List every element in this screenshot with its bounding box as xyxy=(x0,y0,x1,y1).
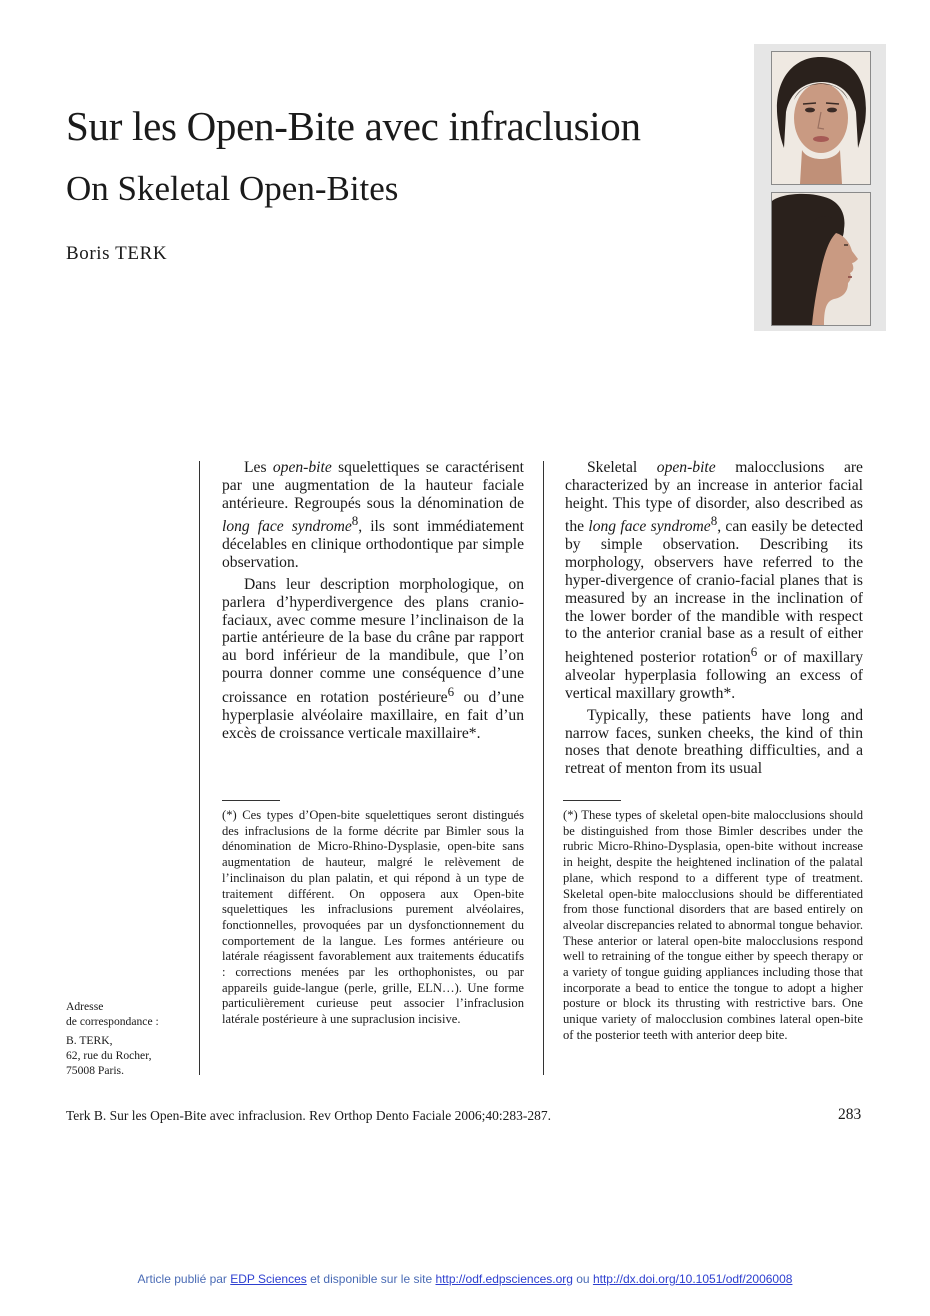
correspondence-address xyxy=(66,999,196,1078)
patient-photos-figure xyxy=(754,44,886,331)
patient-frontal-photo xyxy=(771,51,871,185)
text-run: ou d’une hyperplasie alvéolaire maxillaire, en fait d’un excès de croissance verticale maxillaire*. xyxy=(222,688,524,742)
text-run: or of maxillary alveolar hyperplasia following an excess of vertical maxillary growth*. xyxy=(565,649,863,702)
reference-number: 8 xyxy=(351,513,359,529)
citation-footer: Terk B. Sur les Open-Bite avec infraclusion. Rev Orthop Dento Faciale 2006;40:283-287. xyxy=(66,1108,551,1123)
address-label: Adresse xyxy=(66,1000,104,1013)
publisher-line xyxy=(0,1272,930,1286)
column-rule-left xyxy=(199,461,200,1075)
reference-number: 6 xyxy=(447,683,455,699)
text-run: Les xyxy=(244,459,273,476)
publisher-text: et disponible sur le site xyxy=(306,1272,436,1286)
footnote-rule-left xyxy=(222,800,280,801)
italic-term: long face syndrome xyxy=(222,518,352,536)
footnote-en: (*) These types of skeletal open-bite malocclusions should be distinguished from those Bimler describes under the rubric Micro-Rhino-Dysplasia, open-bite without increase in height, despite the heightened inclination of the palatal plane, which respond to a different type of treatment. Skeletal open-bite malocclusions should be differentiated from those functional disorders that are based entirely on alveolar discrepancies related to abnormal tongue behavior. These anterior or lateral open-bite malocclusions respond well to retraining of the tongue either by speech therapy or a variety of tongue guiding appliances including those that incorporate a bead to entice the tongue to adopt a higher posture or block its thrusting with restrictive bars. One unique variety of malocclusion combines lateral open-bite of the posterior teeth with anterior deep bite. xyxy=(563,808,863,1042)
footnote-fr: (*) Ces types d’Open-bite squelettiques seront distingués des infraclusions de la forme décrite par Bimler sous la dénomination de Micro-Rhino-Dysplasie, open-bite sans augmentation de hauteur, malgré le relèvement de l’inclinaison du plan palatin, et qui répond à un type de traitement différent. On opposera aux Open-bite squelettiques les infraclusions purement alvéolaires, fonctionnelles, provoquées par un dysfonctionnement du comportement de la langue. Les formes antérieure ou latérale réagissent favorablement aux traitements éducatifs : corrections menées par les orthophonistes, ou par appareils guide-langue (perle, grille, ELN…). Une forme particulièrement curieuse peut associer l’infraclusion latérale postérieure à une supraclusion incisive. xyxy=(222,808,524,1027)
text-run: Dans leur description morphologique, on parlera d’hyperdivergence des plans cranio-faciaux, avec comme mesure l’inclinaison de la partie antérieure de la base du crâne par rapport au bord inférieur de la mandibule, que l’on pourra donner comme une conséquence d’une croissance en rotation postérieure xyxy=(222,575,524,706)
address-name: B. TERK, xyxy=(66,1034,113,1047)
address-city: 75008 Paris. xyxy=(66,1064,124,1077)
publisher-text: ou xyxy=(572,1272,593,1286)
text-run: malocclusions are characterized by an increase in anterior facial height. This type of disorder, also described as the xyxy=(565,459,863,536)
body-text-en xyxy=(565,459,863,782)
reference-number: 8 xyxy=(710,513,718,529)
body-paragraph xyxy=(222,459,524,572)
column-rule-middle xyxy=(543,461,544,1075)
doi-link[interactable]: http://dx.doi.org/10.1051/odf/2006008 xyxy=(592,1272,793,1286)
article-title-en: On Skeletal Open-Bites xyxy=(66,169,399,208)
publisher-link[interactable]: EDP Sciences xyxy=(230,1272,307,1286)
text-run: Typically, these patients have long and narrow faces, sunken cheeks, the kind of thin noses that denote breathing difficulties, and a retreat of menton from its usual xyxy=(565,706,863,778)
footnote-rule-right xyxy=(563,800,621,801)
italic-term: open-bite xyxy=(656,459,716,476)
article-title-fr: Sur les Open-Bite avec infraclusion xyxy=(66,103,641,149)
body-paragraph xyxy=(565,707,863,778)
text-run: , can easily be detected by simple observation. Describing its morphology, observers have referred to the hyper-divergence of cranio-facial planes that is measured by an increase in the inclination of the lower border of the mandible with respect to the anterior cranial base as a result of either heightened posterior rotation xyxy=(565,518,864,667)
body-text-fr xyxy=(222,459,524,746)
address-label: de correspondance : xyxy=(66,1015,159,1028)
site-link[interactable]: http://odf.edpsciences.org xyxy=(435,1272,573,1286)
page-number: 283 xyxy=(838,1106,862,1123)
body-paragraph xyxy=(565,459,863,703)
reference-number: 6 xyxy=(750,644,758,660)
publisher-text: Article publié par xyxy=(137,1272,231,1286)
text-run: , ils sont immédiatement décelables en clinique orthodontique par simple observation. xyxy=(222,518,524,572)
author-name: Boris TERK xyxy=(66,243,168,264)
body-paragraph xyxy=(222,576,524,742)
italic-term: long face syndrome xyxy=(588,518,711,536)
patient-profile-photo xyxy=(771,192,871,326)
text-run: Skeletal xyxy=(587,459,657,476)
italic-term: open-bite xyxy=(272,459,332,476)
text-run: squelettiques se caractérisent par une augmentation de la hauteur faciale antérieure. Regroupés sous la dénomination de xyxy=(222,459,524,512)
address-street: 62, rue du Rocher, xyxy=(66,1049,152,1062)
